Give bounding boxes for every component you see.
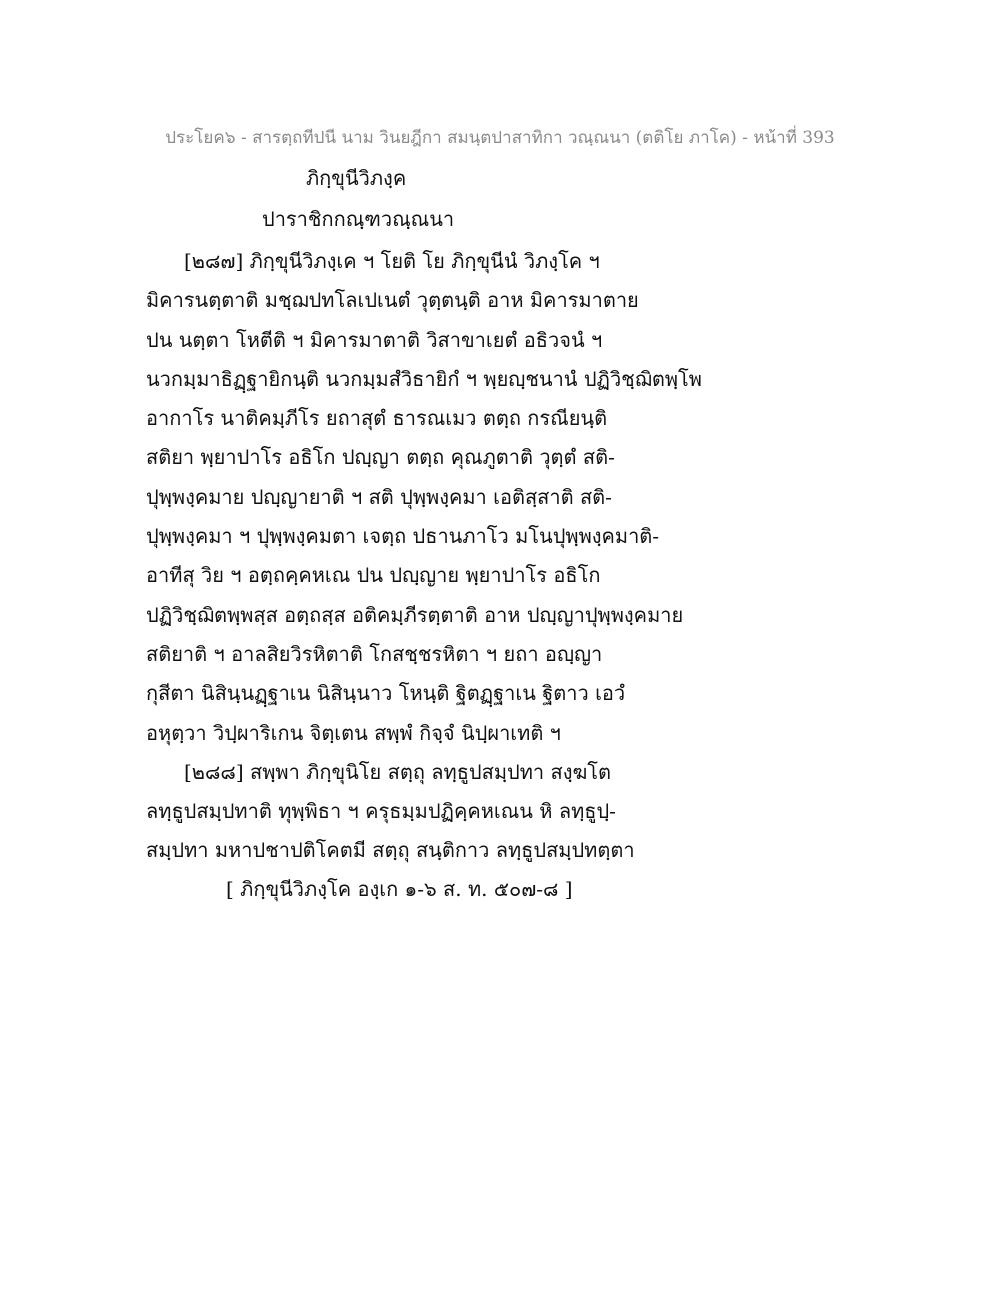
body-line: มิคารนตฺตาติ มชฺฌปทโลเปเนตํ วุตฺตนฺติ อาห มิคารมาตาย xyxy=(146,288,639,313)
body-line: สติยา พฺยาปาโร อธิโก ปญฺญา ตตฺถ คุณภูตาติ วุตฺตํ สติ- xyxy=(146,445,615,470)
subsection-title: ปาราชิกกณฺฑวณฺณนา xyxy=(262,207,455,231)
paragraph-288-start: [๒๘๘] สพฺพา ภิกฺขุนิโย สตฺถุ ลทฺธูปสมฺปทา สงฺฆโต xyxy=(184,759,612,784)
body-line: ปฏิวิชฺฌิตพฺพสฺส อตฺถสฺส อติคมฺภีรตฺตาติ อาห ปญฺญาปุพฺพงฺคมาย xyxy=(146,602,684,627)
body-line: ปุพฺพงฺคมา ฯ ปุพฺพงฺคมตา เจตฺถ ปธานภาโว มโนปุพฺพงฺคมาติ- xyxy=(146,524,660,549)
body-line: สติยาติ ฯ อาลสิยวิรหิตาติ โกสชฺชรหิตา ฯ ยถา อญฺญา xyxy=(146,641,603,666)
body-line: นวกมฺมาธิฏฺฐายิกนฺติ นวกมฺมสํวิธายิกํ ฯ พฺยญฺชนานํ ปฏิวิชฺฌิตพฺโพ xyxy=(146,366,702,391)
body-line: กุสีตา นิสินฺนฏฺฐาเน นิสินฺนาว โหนฺติ ฐิตฏฺฐาเน ฐิตาว เอวํ xyxy=(146,681,626,706)
body-line: ปุพฺพงฺคมาย ปญฺญายาติ ฯ สติ ปุพฺพงฺคมา เอติสฺสาติ สติ- xyxy=(146,484,612,509)
body-line: สมฺปทา มหาปชาปติโคตมี สตฺถุ สนฺติกาว ลทฺธูปสมฺปทตฺตา xyxy=(146,838,635,863)
body-line: อากาโร นาติคมฺภีโร ยถาสุตํ ธารณเมว ตตฺถ กรณียนฺติ xyxy=(146,406,608,431)
running-header: ประโยค๖ - สารตฺถทีปนี นาม วินยฎีกา สมนฺตปาสาทิกา วณฺณนา (ตติโย ภาโค) - หน้าที่ 393 xyxy=(165,128,835,148)
body-line: อาทีสุ วิย ฯ อตฺถคฺคหเณ ปน ปญฺญาย พฺยาปาโร อธิโก xyxy=(146,563,601,588)
paragraph-287-start: [๒๘๗] ภิกฺขุนีวิภงฺเค ฯ โยติ โย ภิกฺขุนีนํ วิภงฺโค ฯ xyxy=(184,249,600,273)
body-line: ปน นตฺตา โหตีติ ฯ มิคารมาตาติ วิสาขาเยตํ อธิวจนํ ฯ xyxy=(146,327,603,352)
body-line: อหุตฺวา วิปฺผาริเกน จิตฺเตน สพฺพํ กิจฺจํ นิปฺผาเทติ ฯ xyxy=(146,720,561,745)
source-reference: [ ภิกฺขุนีวิภงฺโค องฺเก ๑-๖ ส. ท. ๕๐๗-๘ ] xyxy=(226,877,573,901)
body-text xyxy=(146,242,866,871)
body-line: ลทฺธูปสมฺปทาติ ทุพฺพิธา ฯ ครุธมฺมปฏิคฺคหเณน หิ ลทฺธูปฺ- xyxy=(146,799,616,824)
section-title: ภิกฺขุนีวิภงฺค xyxy=(306,166,407,190)
